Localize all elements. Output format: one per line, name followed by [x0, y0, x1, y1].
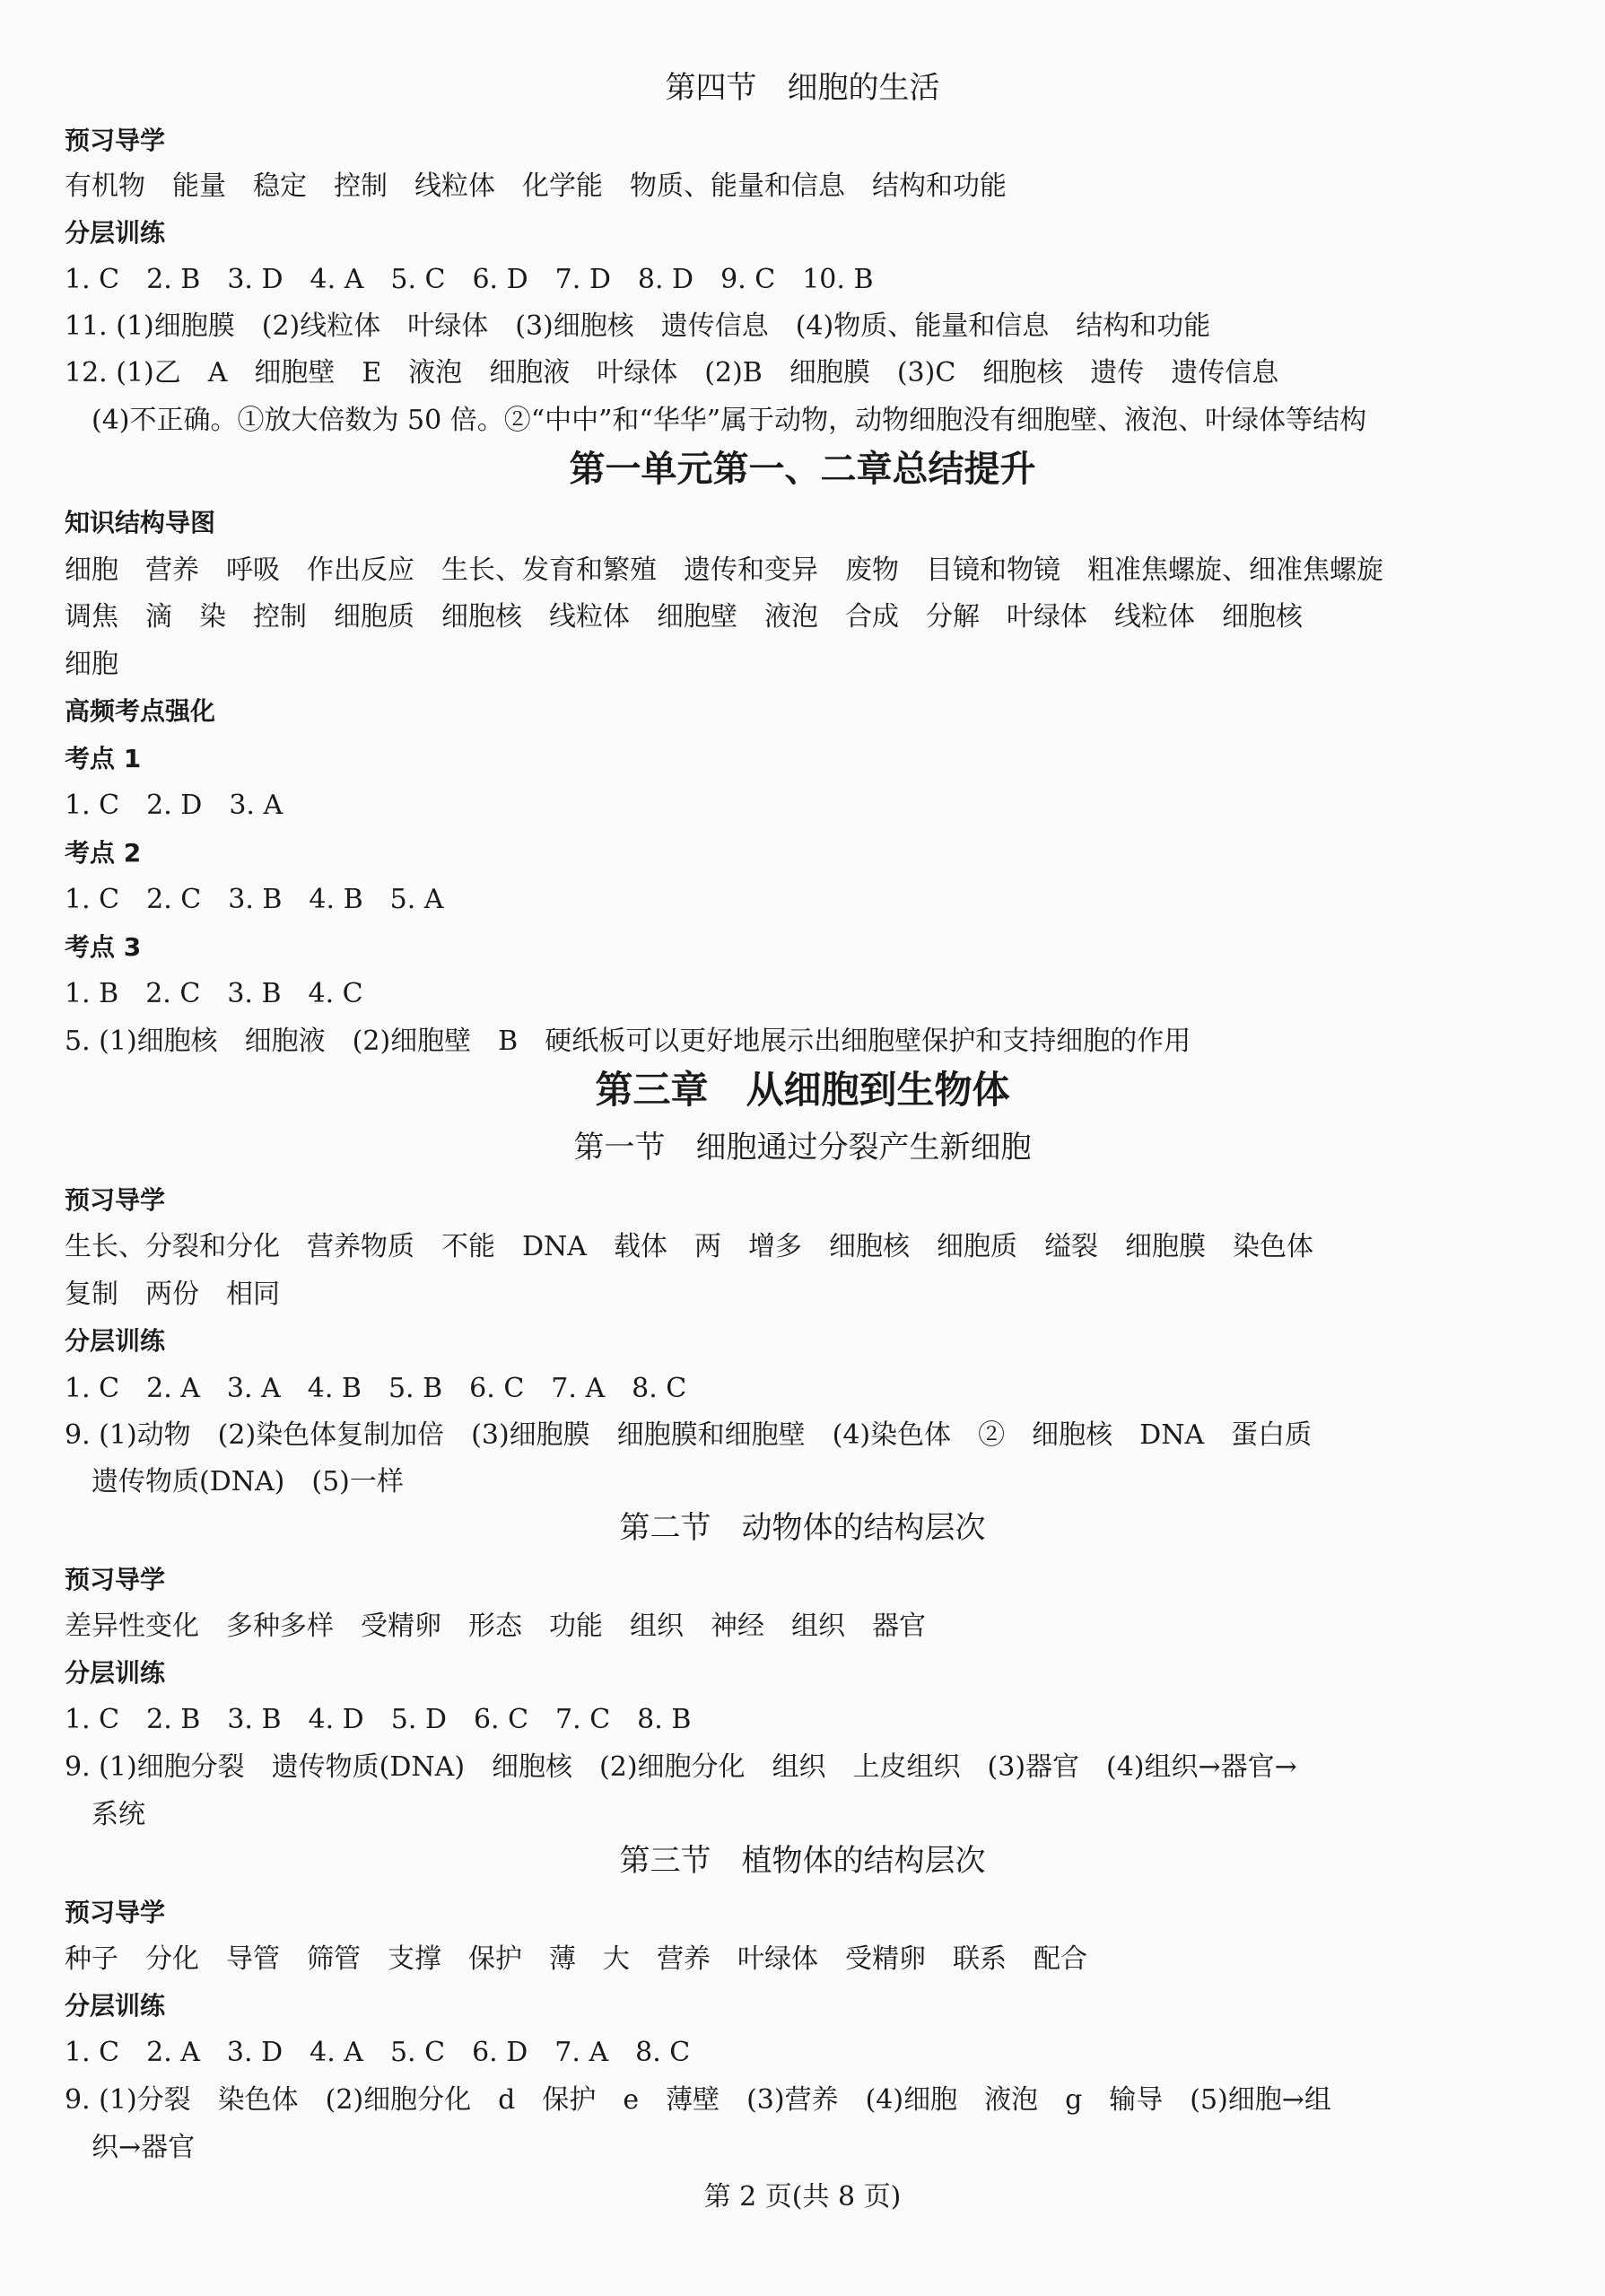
knowledge-map-text: 调焦 滴 染 控制 细胞质 细胞核 线粒体 细胞壁 液泡 合成 分解 叶绿体 线粒体 细胞核: [65, 601, 1303, 633]
section-title: 第一节 细胞通过分裂产生新细胞: [573, 1130, 1032, 1165]
training-answers: 1. C 2. B 3. B 4. D 5. D 6. C 7. C 8. B: [65, 1704, 692, 1735]
knowledge-map-label: 知识结构导图: [65, 508, 216, 537]
training-answers: 12. (1)乙 A 细胞壁 E 液泡 细胞液 叶绿体 (2)B 细胞膜 (3)C 细胞核 遗传 遗传信息: [65, 357, 1279, 388]
training-label: 分层训练: [65, 1326, 166, 1356]
preview-text: 复制 两份 相同: [65, 1279, 280, 1310]
preview-label: 预习导学: [65, 1185, 166, 1215]
section-title: 第二节 动物体的结构层次: [619, 1510, 986, 1546]
training-label: 分层训练: [65, 1991, 166, 2021]
knowledge-map-text: 细胞: [65, 649, 118, 680]
training-label: 分层训练: [65, 218, 166, 248]
chapter-title: 第三章 从细胞到生物体: [595, 1068, 1010, 1112]
training-answers: 9. (1)动物 (2)染色体复制加倍 (3)细胞膜 细胞膜和细胞壁 (4)染色体 ② 细胞核 DNA 蛋白质: [65, 1419, 1313, 1451]
preview-label: 预习导学: [65, 126, 166, 155]
knowledge-map-text: 细胞 营养 呼吸 作出反应 生长、发育和繁殖 遗传和变异 废物 目镜和物镜 粗准焦螺旋、细准焦螺旋: [65, 554, 1383, 586]
preview-text: 差异性变化 多种多样 受精卵 形态 功能 组织 神经 组织 器官: [65, 1611, 926, 1642]
key-point-label: 考点 2: [65, 838, 142, 868]
key-point-answers: 5. (1)细胞核 细胞液 (2)细胞壁 B 硬纸板可以更好地展示出细胞壁保护和支持细胞的作用: [65, 1026, 1191, 1057]
training-answers: 9. (1)细胞分裂 遗传物质(DNA) 细胞核 (2)细胞分化 组织 上皮组织 (3)器官 (4)组织→器官→: [65, 1751, 1297, 1783]
training-answers: 1. C 2. B 3. D 4. A 5. C 6. D 7. D 8. D 9. C 10. B: [65, 264, 874, 295]
training-answers: 遗传物质(DNA) (5)一样: [92, 1466, 404, 1497]
training-answers: 1. C 2. A 3. D 4. A 5. C 6. D 7. A 8. C: [65, 2037, 691, 2068]
preview-label: 预习导学: [65, 1898, 166, 1927]
unit-summary-title: 第一单元第一、二章总结提升: [569, 449, 1036, 490]
preview-text: 有机物 能量 稳定 控制 线粒体 化学能 物质、能量和信息 结构和功能: [65, 170, 1007, 202]
key-point-label: 考点 1: [65, 744, 142, 773]
preview-label: 预习导学: [65, 1565, 166, 1594]
training-answers: (4)不正确。①放大倍数为 50 倍。②“中中”和“华华”属于动物，动物细胞没有细胞壁、液泡、叶绿体等结构: [92, 405, 1367, 436]
preview-text: 种子 分化 导管 筛管 支撑 保护 薄 大 营养 叶绿体 受精卵 联系 配合: [65, 1943, 1087, 1975]
training-answers: 系统: [92, 1799, 145, 1830]
key-point-answers: 1. C 2. C 3. B 4. B 5. A: [65, 884, 444, 915]
training-label: 分层训练: [65, 1658, 166, 1688]
training-answers: 11. (1)细胞膜 (2)线粒体 叶绿体 (3)细胞核 遗传信息 (4)物质、能量和信息 结构和功能: [65, 310, 1211, 342]
high-frequency-label: 高频考点强化: [65, 696, 216, 726]
training-answers: 织→器官: [92, 2132, 196, 2163]
page-number-footer: 第 2 页(共 8 页): [703, 2181, 902, 2213]
section-title: 第三节 植物体的结构层次: [619, 1843, 986, 1879]
training-answers: 1. C 2. A 3. A 4. B 5. B 6. C 7. A 8. C: [65, 1373, 687, 1404]
key-point-answers: 1. C 2. D 3. A: [65, 790, 283, 821]
section-title: 第四节 细胞的生活: [665, 70, 940, 106]
key-point-answers: 1. B 2. C 3. B 4. C: [65, 978, 363, 1009]
key-point-label: 考点 3: [65, 932, 142, 962]
training-answers: 9. (1)分裂 染色体 (2)细胞分化 d 保护 e 薄壁 (3)营养 (4)细胞 液泡 g 输导 (5)细胞→组: [65, 2084, 1331, 2116]
preview-text: 生长、分裂和分化 营养物质 不能 DNA 载体 两 增多 细胞核 细胞质 缢裂 细胞膜 染色体: [65, 1231, 1313, 1262]
